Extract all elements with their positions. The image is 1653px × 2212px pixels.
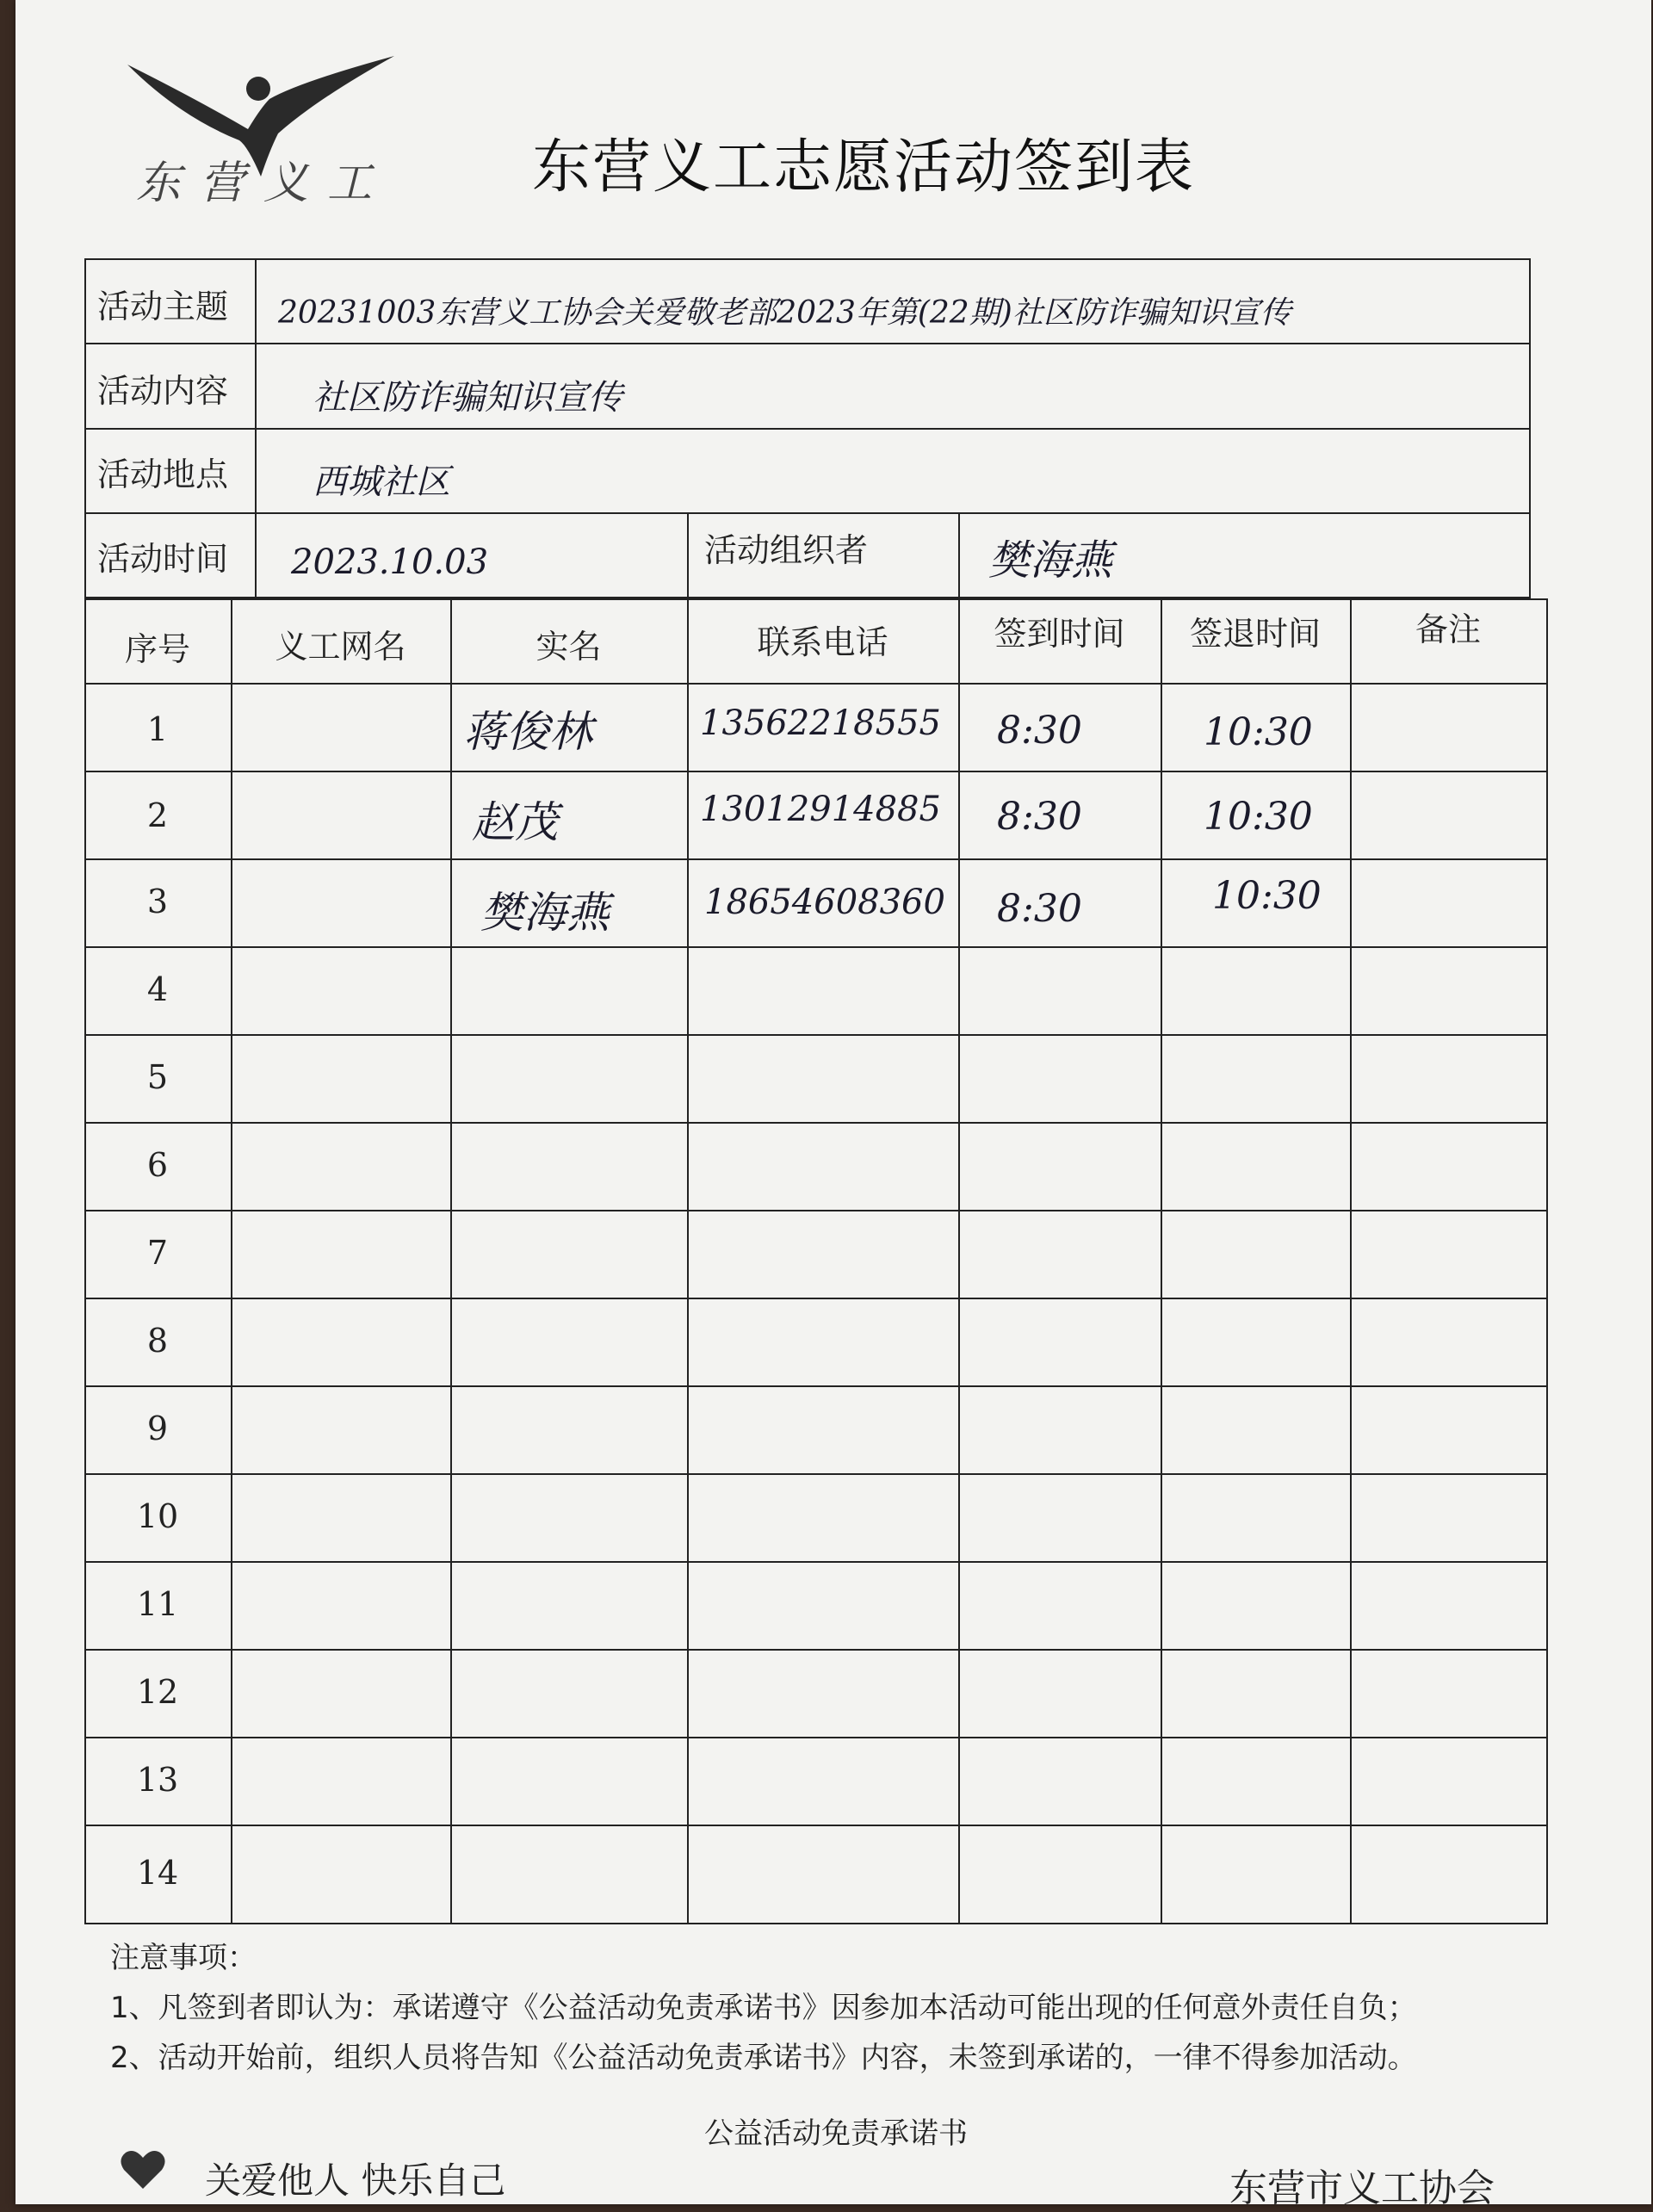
organizer-value: 樊海燕 [988, 536, 1113, 585]
info-divider [84, 428, 1531, 430]
row-number: 1 [146, 710, 169, 748]
row-number: 4 [146, 970, 169, 1008]
row-number: 11 [136, 1585, 179, 1623]
row-number: 13 [136, 1761, 179, 1799]
row-number: 2 [146, 796, 169, 834]
grid-line [84, 1561, 1548, 1563]
col-header-phone: 联系电话 [757, 623, 888, 661]
info-divider [687, 512, 689, 598]
grid-line [958, 598, 960, 1924]
place-label: 活动地点 [97, 455, 229, 493]
row-number: 10 [136, 1497, 179, 1535]
grid-line [84, 1210, 1548, 1211]
content-value: 社区防诈骗知识宣传 [313, 378, 622, 418]
row-checkin: 8:30 [997, 887, 1082, 931]
notes-item-1: 1、凡签到者即认为：承诺遵守《公益活动免责承诺书》因参加本活动可能出现的任何意外责任自负； [110, 1991, 1417, 2025]
grid-line [1546, 598, 1548, 1924]
row-checkout: 10:30 [1204, 710, 1313, 754]
row-number: 14 [136, 1854, 179, 1892]
sign-in-sheet [15, 0, 1651, 2210]
grid-line [1161, 598, 1162, 1924]
notes-section [110, 1933, 1417, 2083]
grid-line [84, 598, 86, 1924]
row-realname: 蒋俊林 [463, 707, 592, 757]
grid-line [84, 1298, 1548, 1299]
col-header-checkout: 签退时间 [1189, 615, 1321, 653]
row-number: 9 [146, 1410, 169, 1447]
row-number: 7 [146, 1234, 169, 1272]
grid-line [450, 598, 452, 1924]
organization-name: 东营市义工协会 [1229, 2166, 1495, 2210]
col-header-remark: 备注 [1415, 610, 1481, 648]
theme-value: 20231003东营义工协会关爱敬老部2023年第(22期)社区防诈骗知识宣传 [278, 295, 1291, 331]
row-phone: 18654608360 [704, 883, 945, 922]
organizer-label: 活动组织者 [704, 531, 869, 569]
theme-label: 活动主题 [97, 288, 229, 325]
grid-line [84, 598, 1548, 600]
row-number: 6 [146, 1146, 169, 1184]
grid-line [231, 598, 232, 1924]
grid-line [687, 598, 689, 1924]
notes-heading: 注意事项： [110, 1941, 257, 1975]
row-number: 8 [146, 1322, 169, 1360]
row-number: 5 [146, 1058, 169, 1096]
row-number: 3 [146, 883, 169, 920]
info-divider [958, 512, 960, 598]
grid-line [84, 1649, 1548, 1651]
grid-line [84, 683, 1548, 685]
grid-line [1350, 598, 1352, 1924]
col-header-checkin: 签到时间 [994, 615, 1125, 653]
content-label: 活动内容 [97, 372, 229, 410]
notes-item-2: 2、活动开始前，组织人员将告知《公益活动免责承诺书》内容，未签到承诺的，一律不得参加活动。 [110, 2041, 1417, 2075]
grid-line [84, 771, 1548, 772]
col-header-nickname: 义工网名 [275, 628, 406, 666]
row-checkout: 10:30 [1212, 874, 1322, 918]
grid-line [84, 1122, 1548, 1124]
col-header-realname: 实名 [536, 628, 602, 666]
row-phone: 13012914885 [700, 790, 941, 829]
place-value: 西城社区 [313, 462, 450, 502]
grid-line [84, 1385, 1548, 1387]
row-realname: 樊海燕 [480, 888, 610, 938]
time-label: 活动时间 [97, 540, 229, 578]
row-number: 12 [136, 1673, 179, 1711]
grid-line [84, 946, 1548, 948]
row-checkin: 8:30 [997, 795, 1082, 839]
info-divider [84, 343, 1531, 344]
logo-text: 东营义工 [136, 158, 392, 209]
grid-line [84, 1737, 1548, 1738]
time-value: 2023.10.03 [291, 542, 489, 582]
row-phone: 13562218555 [700, 703, 941, 743]
attendance-table [84, 598, 1548, 1924]
grid-line [84, 858, 1548, 860]
row-checkin: 8:30 [997, 709, 1082, 753]
grid-line [84, 1923, 1548, 1924]
slogan: 关爱他人 快乐自己 [205, 2159, 506, 2202]
page-title: 东营义工志愿活动签到表 [532, 133, 1196, 201]
heart-icon [117, 2144, 169, 2196]
disclaimer-title: 公益活动免责承诺书 [704, 2116, 968, 2151]
info-divider [84, 512, 1531, 514]
grid-line [84, 1034, 1548, 1036]
row-realname: 赵茂 [472, 797, 558, 847]
grid-line [84, 1473, 1548, 1475]
row-checkout: 10:30 [1204, 795, 1313, 839]
col-header-no: 序号 [124, 630, 190, 668]
grid-line [84, 1825, 1548, 1826]
